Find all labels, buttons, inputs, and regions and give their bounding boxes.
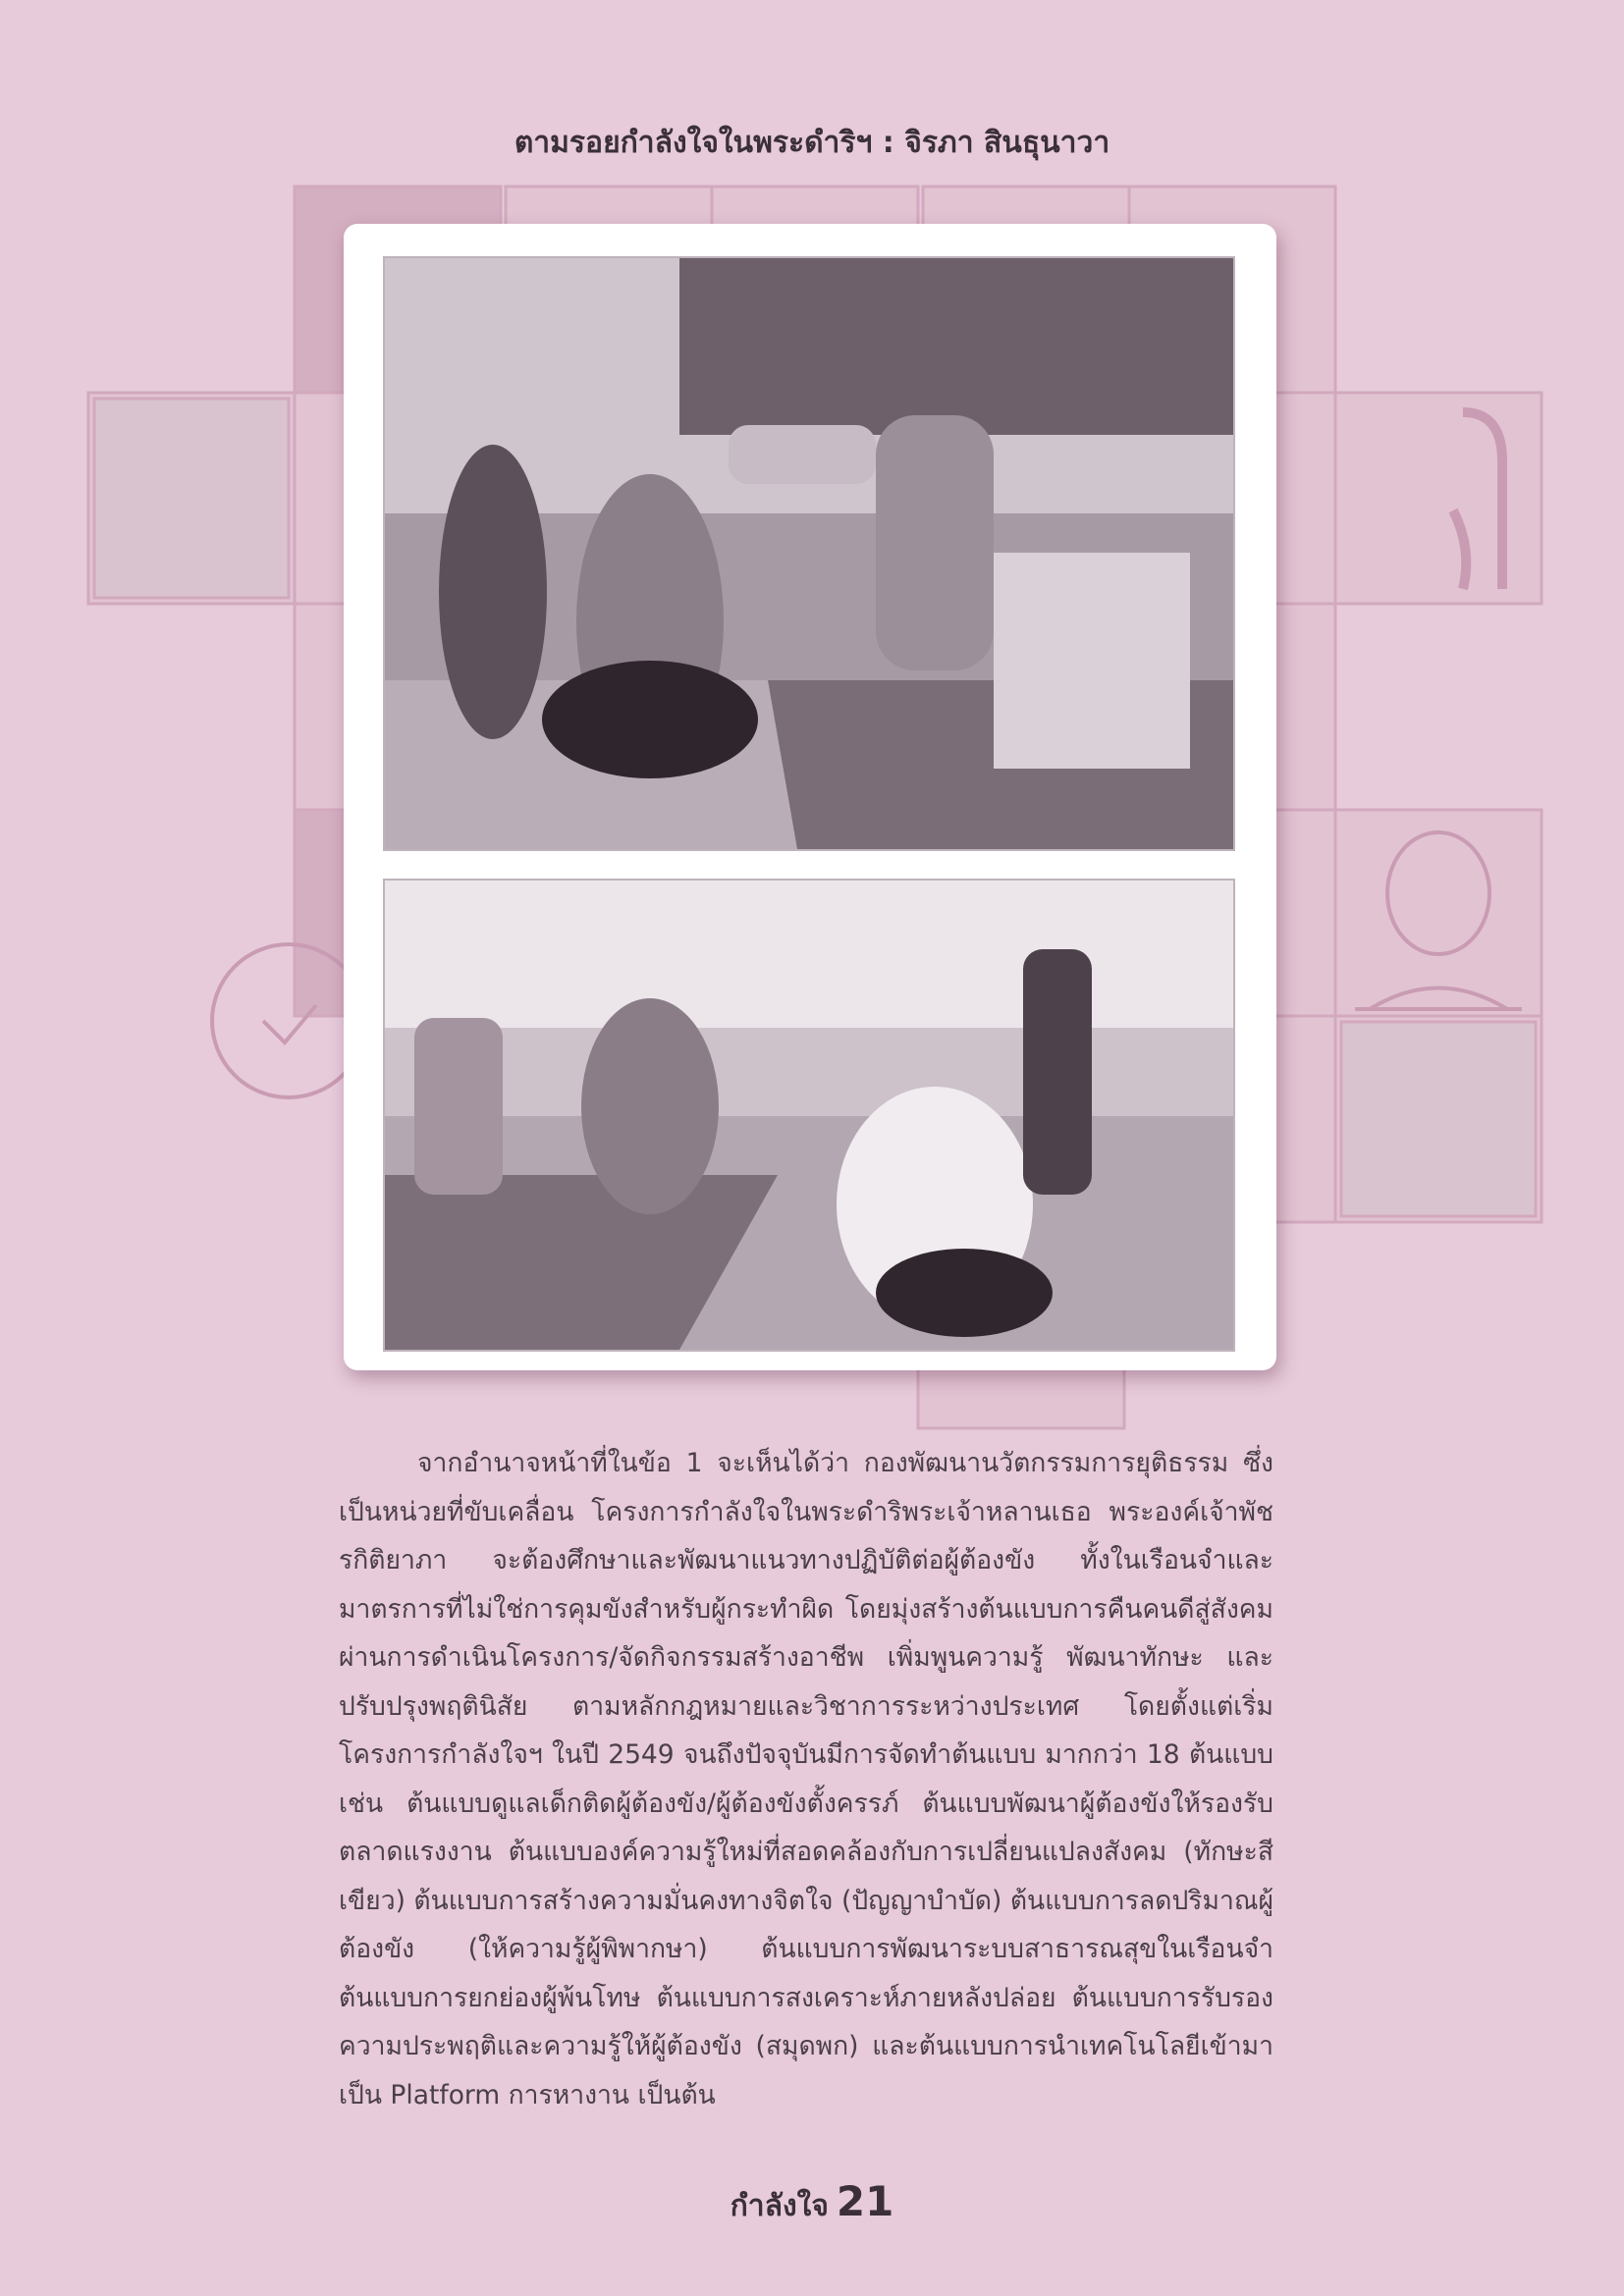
ceremony-photo-icon xyxy=(385,881,1233,1350)
ceremony-photo-bottom xyxy=(383,879,1235,1352)
footer-label: กำลังใจ xyxy=(730,2189,829,2223)
checkmark-circle-icon xyxy=(212,944,365,1097)
ceremony-photo-icon xyxy=(385,258,1233,849)
body-paragraph: จากอำนาจหน้าที่ในข้อ 1 จะเห็นได้ว่า กองพัฒนานวัตกรรมการยุติธรรม ซึ่งเป็นหน่วยที่ขับเคลื่อน โครงการกำลังใจในพระดำริพระเจ้าหลานเธอ พระองค์เจ้าพัชรกิติยาภา จะต้องศึกษาและพัฒนาแนวทางปฏิบัติต่อผู้ต้องขัง ทั้งในเรือนจำและมาตรการที่ไม่ใช่การคุมขังสำหรับผู้กระทำผิด โดยมุ่งสร้างต้นแบบการคืนคนดีสู่สังคม ผ่านการดำเนินโครงการ/จัดกิจกรรมสร้างอาชีพ เพิ่มพูนความรู้ พัฒนาทักษะ และปรับปรุงพฤตินิสัย ตามหลักกฎหมายและวิชาการระหว่างประเทศ โดยตั้งแต่เริ่มโครงการกำลังใจฯ ในปี 2549 จนถึงปัจจุบันมีการจัดทำต้นแบบ มากกว่า 18 ต้นแบบ เช่น ต้นแบบดูแลเด็กติดผู้ต้องขัง/ผู้ต้องขังตั้งครรภ์ ต้นแบบพัฒนาผู้ต้องขังให้รองรับตลาดแรงงาน ต้นแบบองค์ความรู้ใหม่ที่สอดคล้องกับการเปลี่ยนแปลงสังคม (ทักษะสีเขียว) ต้นแบบการสร้างความมั่นคงทางจิตใจ (ปัญญาบำบัด) ต้นแบบการลดปริมาณผู้ต้องขัง (ให้ความรู้ผู้พิพากษา) ต้นแบบการพัฒนาระบบสาธารณสุขในเรือนจำ ต้นแบบการยกย่องผู้พ้นโทษ ต้นแบบการสงเคราะห์ภายหลังปล่อย ต้นแบบการรับรองความประพฤติและความรู้ให้ผู้ต้องขัง (สมุดพก) และต้นแบบการนำเทคโนโลยีเข้ามาเป็น Platform การหางาน เป็นต้น xyxy=(339,1448,1273,2110)
ceremony-photo-top xyxy=(383,256,1235,851)
page-footer xyxy=(0,2177,1624,2229)
page-number: 21 xyxy=(836,2177,894,2225)
photo-frame xyxy=(344,224,1276,1370)
running-header: ตามรอยกำลังใจในพระดำริฯ : จิรภา สินธุนาวา xyxy=(514,126,1110,160)
